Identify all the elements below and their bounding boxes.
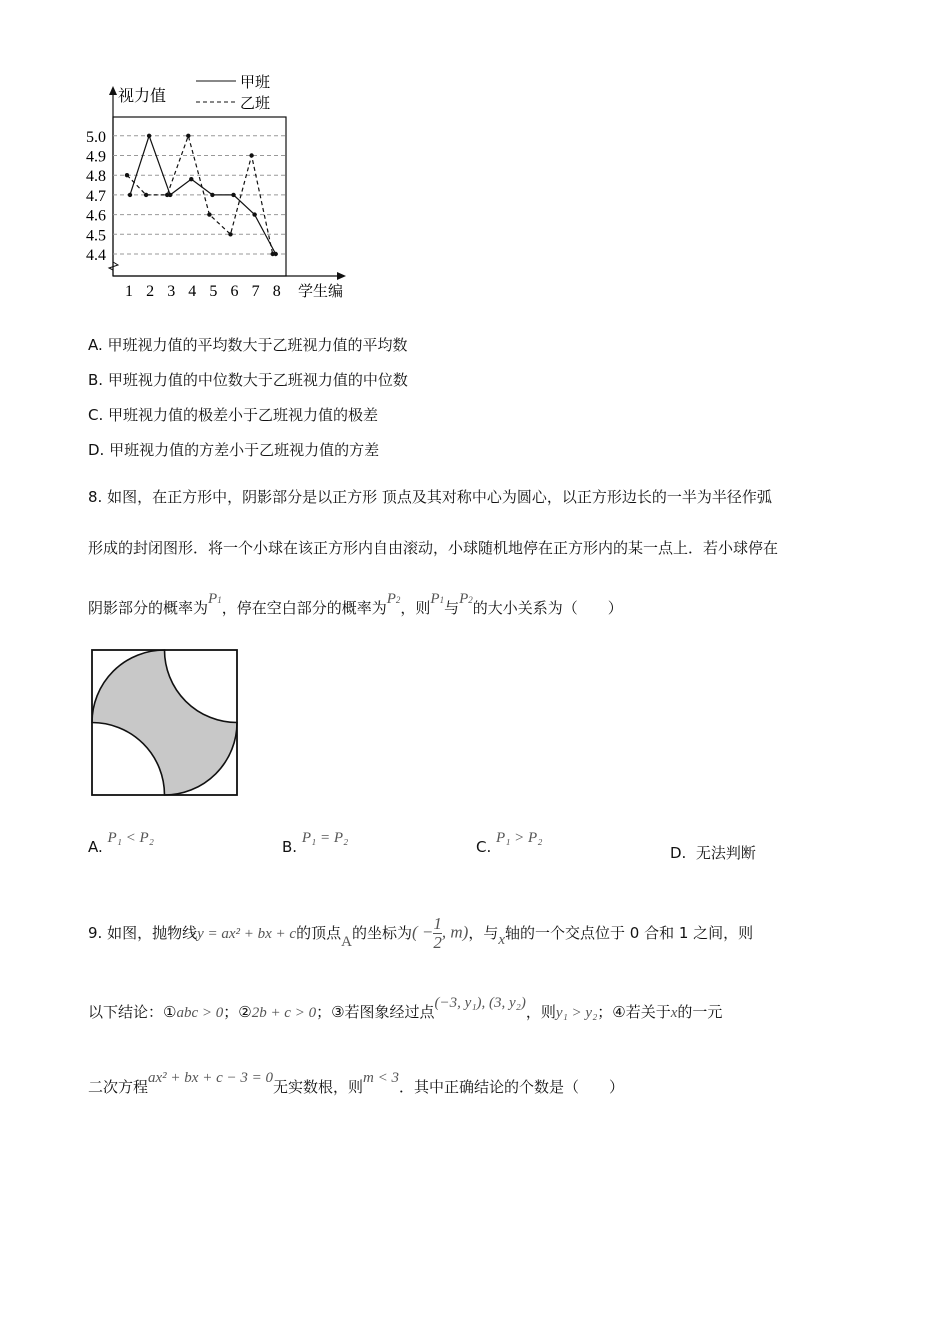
x-axis-label: 学生编 (298, 284, 344, 300)
math-p1: P1 (430, 591, 445, 607)
y-tick-label: 4.4 (86, 247, 106, 264)
math-p2: P2 (386, 591, 401, 607)
x-tick-label: 8 (272, 283, 281, 300)
data-point (271, 252, 275, 256)
square-shaded-figure (0, 0, 260, 810)
shaded-region (92, 650, 237, 795)
math-p1: P1 (208, 591, 222, 607)
q7-option-d[interactable]: D. 甲班视力值的方差小于乙班视力值的方差 (88, 441, 380, 459)
q9-stem-line2: 以下结论：①abc > 0；②2b + c > 0；③若图象经过点(−3, y₁), (3, y₂)，则y₁ > y₂；④若关于x的一元 (88, 995, 723, 1021)
x-tick-label: 4 (188, 283, 197, 300)
q8-option-d[interactable]: D. 无法判断 (670, 844, 756, 862)
text: 阴影部分的概率为 (88, 599, 209, 617)
y-tick-label: 4.9 (86, 148, 106, 166)
q9-stem-line1: 9. 如图，抛物线y = ax² + bx + c的顶点A的坐标为( − $\frac{1}{2}$ , m)，与x轴的一个交点位于 0 合和 1 之间，则 (88, 914, 754, 952)
math-vertex: ( − $\frac{1}{2}$ , m) (411, 914, 469, 952)
y-tick-label: 5.0 (86, 128, 106, 146)
q9-stem-line3: 二次方程ax² + bx + c − 3 = 0无实数根，则m < 3．其中正确结论的个数是（ ） (88, 1070, 624, 1096)
x-tick-label: 2 (146, 283, 155, 300)
q7-option-c[interactable]: C. 甲班视力值的极差小于乙班视力值的极差 (88, 406, 379, 424)
q8-option-c[interactable]: C. P₁ > P₂ (476, 830, 543, 856)
x-tick-label: 1 (125, 283, 133, 300)
q8-stem-line2: 形成的封闭图形．将一个小球在该正方形内自由滚动，小球随机地停在正方形内的某一点上．若小球停在 (88, 539, 779, 557)
q7-option-a[interactable]: A. 甲班视力值的平均数大于乙班视力值的平均数 (88, 336, 408, 354)
y-tick-label: 4.8 (86, 168, 106, 186)
x-tick-label: 7 (251, 283, 260, 300)
q8-option-b[interactable]: B. P₁ = P₂ (282, 830, 349, 856)
x-tick-label: 5 (209, 283, 218, 300)
q7-option-b[interactable]: B. 甲班视力值的中位数大于乙班视力值的中位数 (88, 371, 408, 389)
text: ，停在空白部分的概率为 (221, 599, 387, 617)
x-axis-arrow (337, 272, 346, 280)
legend-label-1: 乙班 (240, 96, 271, 112)
y-tick-label: 4.7 (86, 187, 106, 205)
text: ，则 (400, 599, 431, 617)
legend-label-0: 甲班 (240, 75, 271, 91)
text: 的大小关系为（ ） (472, 599, 623, 617)
q8-stem-line1: 8. 如图，在正方形中，阴影部分是以正方形 顶点及其对称中心为圆心，以正方形边长的一半为半径作弧 (88, 488, 772, 506)
math-p2: P2 (459, 591, 473, 607)
x-tick-label: 6 (230, 283, 239, 300)
y-tick-label: 4.5 (86, 227, 106, 245)
x-tick-label: 3 (167, 283, 176, 300)
q8-option-a[interactable]: A. P₁ < P₂ (88, 830, 154, 856)
text: 与 (444, 599, 460, 617)
y-axis-label: 视力值 (118, 88, 167, 105)
y-tick-label: 4.6 (86, 207, 106, 225)
math-parabola: y = ax² + bx + c (197, 926, 297, 942)
